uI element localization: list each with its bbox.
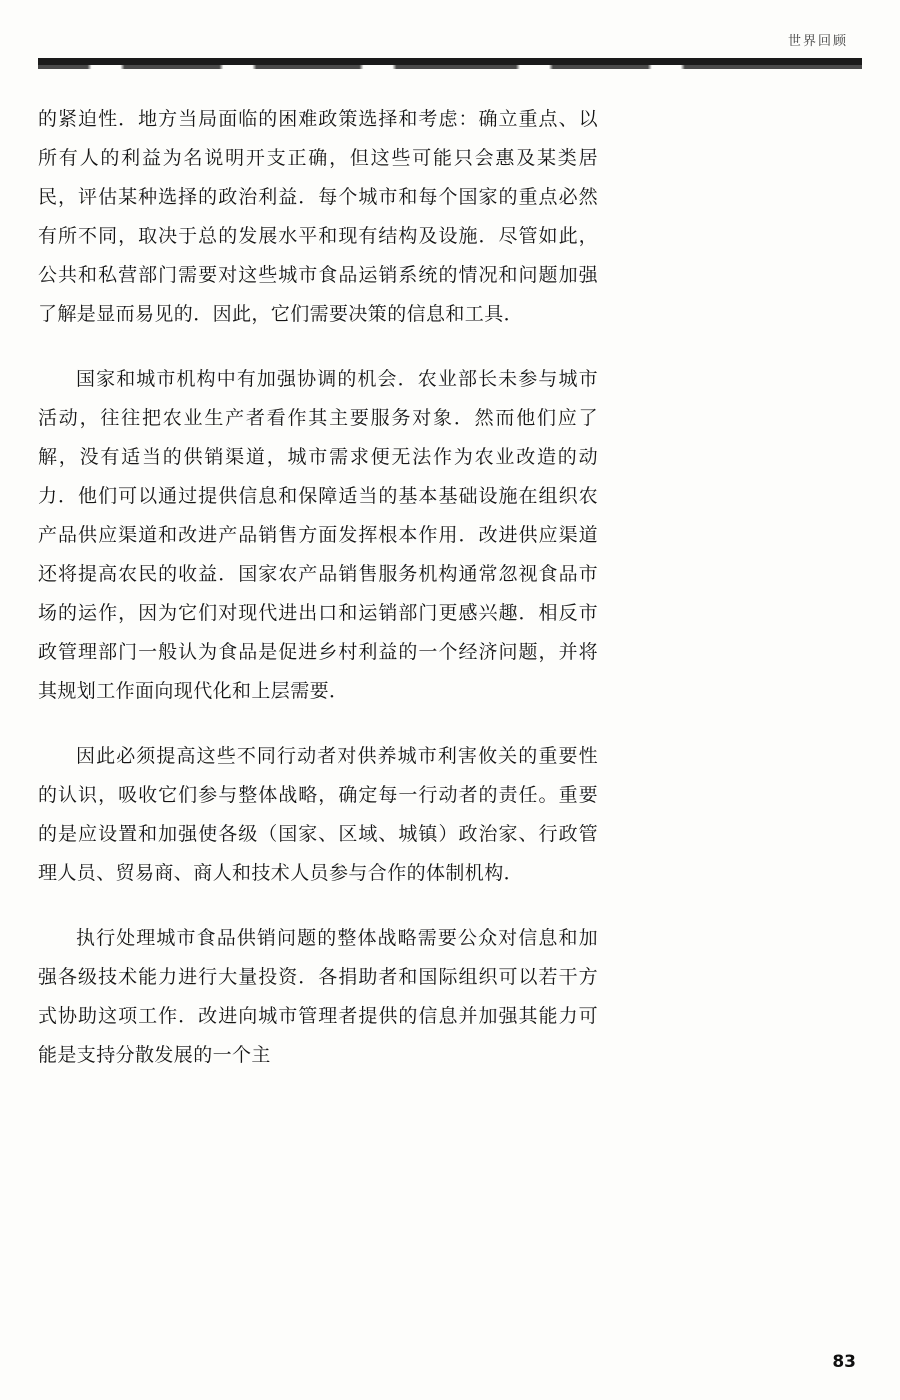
running-head: 世界回顾 bbox=[787, 34, 848, 49]
paragraph-1: 的紧迫性．地方当局面临的困难政策选择和考虑：确立重点、以所有人的利益为名说明开支正确，但这些可能只会惠及某类居民，评估某种选择的政治利益．每个城市和每个国家的重点必然有所不同，取决于总的发展水平和现有结构及设施．尽管如此，公共和私营部门需要对这些城市食品运销系统的情况和问题加强了解是显而易见的．因此，它们需要决策的信息和工具． bbox=[38, 108, 598, 325]
body-text bbox=[38, 100, 598, 1075]
page-number: 83 bbox=[832, 1352, 856, 1372]
header-rule-secondary bbox=[38, 65, 862, 69]
paragraph-2: 国家和城市机构中有加强协调的机会．农业部长未参与城市活动，往往把农业生产者看作其主要服务对象．然而他们应了解，没有适当的供销渠道，城市需求便无法作为农业改造的动力．他们可以通过提供信息和保障适当的基本基础设施在组织农产品供应渠道和改进产品销售方面发挥根本作用．改进供应渠道还将提高农民的收益．国家农产品销售服务机构通常忽视食品市场的运作，因为它们对现代进出口和运销部门更感兴趣．相反市政管理部门一般认为食品是促进乡村利益的一个经济问题，并将其规划工作面向现代化和上层需要． bbox=[38, 368, 598, 702]
paragraph-3: 因此必须提高这些不同行动者对供养城市利害攸关的重要性的认识，吸收它们参与整体战略，确定每一行动者的责任。重要的是应设置和加强使各级（国家、区域、城镇）政治家、行政管理人员、贸易商、商人和技术人员参与合作的体制机构． bbox=[38, 745, 598, 884]
paragraph-4: 执行处理城市食品供销问题的整体战略需要公众对信息和加强各级技术能力进行大量投资．各捐助者和国际组织可以若干方式协助这项工作．改进向城市管理者提供的信息并加强其能力可能是支持分散发展的一个主 bbox=[38, 927, 598, 1066]
header-rule bbox=[38, 58, 862, 65]
